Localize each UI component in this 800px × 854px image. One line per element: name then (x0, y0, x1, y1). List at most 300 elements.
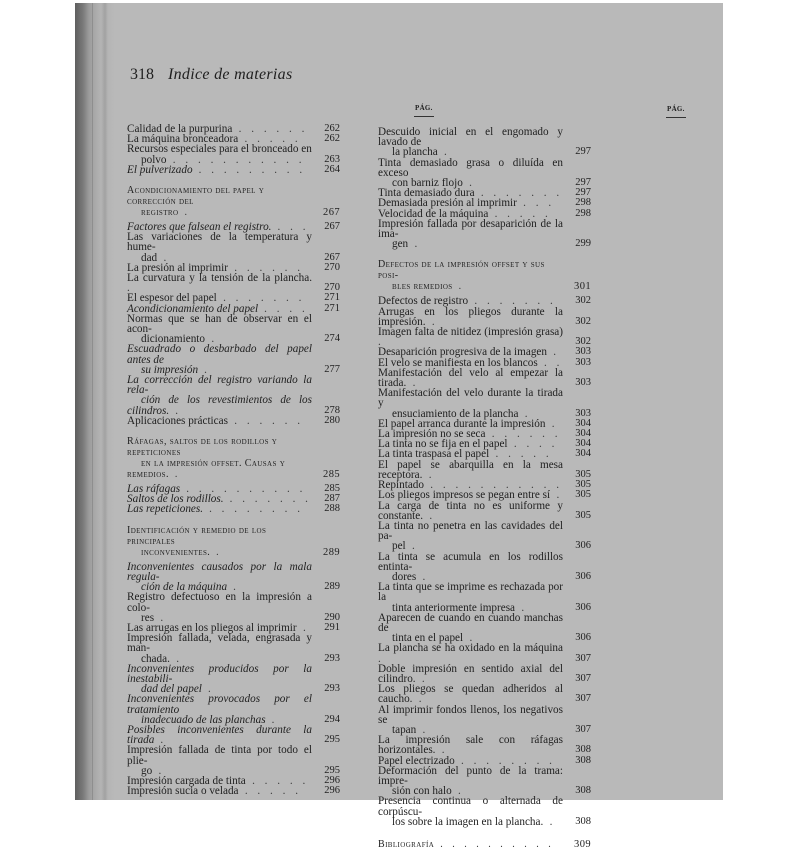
leader-dots: . . . . . . (485, 428, 562, 441)
page-ref: 267 (324, 221, 340, 233)
entry-line: dad del papel (141, 683, 202, 696)
pag-rule-left (414, 116, 434, 117)
page-ref: 287 (324, 493, 340, 505)
entry-line: ción de la máquina (141, 581, 228, 594)
entry-line: inconvenientes. (141, 546, 211, 558)
entry-text (378, 368, 563, 388)
leader-dots: . . . . . . (232, 123, 308, 135)
page-ref: 263 (324, 153, 340, 165)
index-entry (127, 725, 340, 745)
entry-line: Defectos de registro (378, 295, 469, 308)
index-entry (378, 735, 591, 755)
index-entry (127, 504, 340, 514)
entry-text (378, 839, 563, 850)
page-ref: 295 (324, 734, 340, 746)
entry-line: sión con halo (392, 785, 452, 798)
index-section-heading (127, 185, 340, 218)
entry-text (378, 501, 563, 521)
leader-dots: . (515, 601, 528, 614)
entry-text (378, 643, 563, 663)
leader-dots: . (168, 469, 181, 481)
entry-line: Los pliegos se quedan adheridos al caucho. (378, 683, 563, 706)
entry-line: La tinta no se fija en el papel (378, 438, 508, 451)
leader-dots: . (462, 177, 476, 190)
leader-dots: . (154, 611, 167, 624)
index-entry (378, 521, 591, 552)
page-ref: 308 (575, 754, 591, 766)
page-ref: 307 (575, 693, 591, 705)
leader-dots: . (205, 333, 218, 346)
pag-rule-right (666, 117, 686, 118)
index-entry (378, 219, 591, 250)
page-ref: 309 (574, 839, 591, 850)
index-entry (378, 368, 591, 388)
entry-line: registro (141, 207, 179, 219)
leader-dots: . (157, 251, 170, 264)
page-ref: 270 (324, 261, 340, 273)
entry-line: dicionamiento (141, 333, 206, 346)
entry-text (127, 165, 312, 175)
page-ref: 297 (575, 146, 591, 158)
page-ref: 278 (324, 404, 340, 416)
page-ref: 288 (324, 503, 340, 515)
page-ref: 289 (323, 546, 340, 558)
entry-line: tinta anteriormente impresa (392, 601, 516, 614)
index-entry (378, 684, 591, 704)
page-ref: 296 (324, 785, 340, 797)
entry-line: Demasiada presión al imprimir (378, 197, 517, 210)
entry-line: El velo se manifiesta en los blancos (378, 356, 538, 369)
entry-line: go (141, 764, 153, 777)
entry-line: Las repeticiones. (127, 503, 204, 516)
entry-line: Identificación y remedio de los principales (127, 524, 267, 547)
page-ref: 270 (324, 282, 340, 294)
leader-dots: . . . . . . . . (203, 503, 304, 516)
page-ref: 271 (324, 302, 340, 314)
entry-text (127, 344, 312, 375)
entry-text (378, 460, 563, 480)
leader-dots: . (265, 713, 279, 726)
page-ref: 308 (575, 744, 591, 756)
page-ref: 296 (324, 774, 340, 786)
leader-dots: . (378, 652, 385, 665)
entry-line: dad (141, 251, 158, 264)
index-entry (127, 165, 340, 175)
leader-dots: . . . . . . . . (454, 754, 556, 767)
entry-text (378, 158, 563, 189)
binding-gutter (92, 3, 93, 800)
leader-dots: . . . . . . . (474, 187, 563, 200)
entry-text (378, 552, 563, 583)
page-ref: 290 (324, 611, 340, 623)
entry-line: Bibliografía (378, 839, 435, 850)
leader-dots: . (452, 281, 465, 293)
index-entry (378, 552, 591, 583)
entry-line: Impresión cargada de tinta (127, 774, 246, 787)
leader-dots: . (378, 336, 385, 349)
entry-text (378, 766, 563, 797)
page-ref: 262 (324, 133, 340, 145)
entry-line: Acondicionamiento del papel y corrección del (127, 185, 265, 208)
entry-text (127, 436, 312, 480)
leader-dots: . (425, 315, 439, 328)
page-ref: 304 (575, 448, 591, 460)
index-entry (127, 786, 340, 796)
entry-text (378, 684, 563, 704)
page-ref: 306 (575, 540, 591, 552)
page-ref: 293 (324, 652, 340, 664)
leader-dots: . (152, 764, 165, 777)
index-entry (127, 375, 340, 416)
entry-text (127, 786, 312, 796)
leader-dots: . (416, 723, 429, 736)
leader-dots: . . . (271, 221, 310, 234)
entry-text (378, 388, 563, 419)
page-ref: 303 (575, 407, 591, 419)
entry-line: La máquina bronceadora (127, 133, 239, 146)
page-ref: 307 (575, 672, 591, 684)
page-ref: 298 (575, 197, 591, 209)
entry-text (127, 416, 312, 426)
entry-line: La corrección del registro variando la rela- (127, 374, 312, 397)
leader-dots: . . . . . (238, 133, 302, 146)
page-ref: 271 (324, 292, 340, 304)
page-ref: 302 (575, 295, 591, 307)
page-ref: 274 (324, 333, 340, 345)
entry-line: ensuciamiento de la plancha (392, 407, 519, 420)
entry-text (127, 525, 312, 558)
leader-dots: . (463, 632, 476, 645)
entry-line: Posibles inconvenientes durante la tirada (127, 723, 312, 747)
leader-dots: . . . . . . (227, 261, 304, 274)
entry-line: La tinta se acumula en los rodillos entinta- (378, 550, 563, 573)
leader-dots: . (406, 377, 419, 390)
leader-dots: . . . . . . . (468, 295, 557, 308)
leader-dots: . (198, 363, 211, 376)
index-entry (378, 643, 591, 663)
page-ref: 305 (575, 479, 591, 491)
entry-line: Manifestación del velo durante la tirada y (378, 387, 563, 410)
leader-dots: . . . . . . . (216, 292, 305, 305)
index-entry (378, 127, 591, 158)
page-ref: 306 (575, 601, 591, 613)
entry-line: Los pliegos impresos se pegan entre sí (378, 489, 551, 502)
entry-text (378, 327, 563, 347)
entry-line: gen (392, 238, 409, 251)
page-ref: 289 (324, 581, 340, 593)
page-ref: 307 (575, 723, 591, 735)
page-ref: 267 (324, 251, 340, 263)
index-entry (378, 796, 591, 827)
page-ref: 304 (575, 428, 591, 440)
entry-text (127, 375, 312, 416)
page-ref: 306 (575, 632, 591, 644)
entry-line: su impresión (141, 363, 199, 376)
entry-line: Impresión fallada, velada, engrasada y man- (127, 632, 312, 655)
leader-dots: . (169, 404, 182, 417)
leader-dots: . (550, 489, 563, 502)
entry-line: Manifestación del velo al empezar la tirada. (378, 366, 563, 390)
entry-line: chada. (141, 652, 170, 665)
entry-line: Impresión fallada por desaparición de la ima- (378, 217, 563, 241)
running-head (130, 66, 292, 84)
entry-line: res (141, 611, 155, 624)
index-entry (127, 745, 340, 776)
entry-text (127, 314, 312, 345)
entry-line: Repintado (378, 479, 424, 492)
entry-line: Defectos de la impresión offset y sus posi- (378, 259, 545, 282)
entry-text (378, 259, 563, 292)
entry-text (378, 219, 563, 250)
index-entry (378, 705, 591, 736)
entry-line: Desaparición progresiva de la imagen (378, 346, 547, 359)
entry-text (378, 582, 563, 613)
entry-line: en la impresión offset. Causas y remedios. (127, 458, 286, 481)
entry-line: Tinta demasiado grasa o diluída en exceso (378, 156, 563, 179)
page-ref: 299 (575, 238, 591, 250)
entry-line: Aplicaciones prácticas (127, 414, 228, 427)
entry-line: La impresión no se seca (378, 428, 486, 441)
leader-dots: . . . . . (489, 448, 553, 461)
entry-line: Inconvenientes provocados por el tratamiento (127, 693, 312, 716)
entry-line: Recursos especiales para el bronceado en (127, 143, 312, 156)
page-ref: 304 (575, 438, 591, 450)
page-title: Indice de materias (168, 66, 293, 83)
page-ref: 291 (324, 621, 340, 633)
entry-text (378, 521, 563, 552)
entry-text (378, 705, 563, 736)
index-section-heading (127, 525, 340, 558)
entry-line: Ráfagas, saltos de los rodillos y repeticiones (127, 436, 278, 459)
entry-line: La curvatura y la tensión de la plancha. (127, 272, 312, 285)
entry-line: Papel electrizado (378, 754, 455, 767)
leader-dots: . (154, 734, 167, 747)
entry-line: pel (392, 540, 406, 553)
leader-dots: . . . . . . . . . . . (424, 479, 563, 492)
entry-line: La tinta no penetra en las cavidades del pa- (378, 519, 563, 543)
index-entry (127, 344, 340, 375)
entry-line: Descuido inicial en el engomado y lavado de (378, 126, 563, 149)
entry-text (127, 562, 312, 593)
index-entry (127, 314, 340, 345)
leader-dots: . (437, 146, 451, 159)
entry-line: ción de los revestimientos de los cilindros. (127, 394, 312, 417)
entry-line: con barniz flojo (392, 177, 463, 190)
page-ref: 303 (575, 356, 591, 368)
page-ref: 285 (323, 469, 340, 481)
entry-text (127, 694, 312, 725)
page-ref: 262 (324, 123, 340, 134)
index-section-heading (127, 436, 340, 480)
page-ref: 307 (575, 652, 591, 664)
leader-dots: . . . . . (245, 774, 309, 787)
leader-dots: . (518, 407, 532, 420)
page-ref: 301 (574, 281, 591, 293)
entry-text (378, 127, 563, 158)
entry-line: dores (392, 570, 417, 583)
entry-line: Normas que se han de observar en el acon- (127, 312, 312, 336)
entry-line: El papel arranca durante la impresión (378, 417, 546, 430)
entry-text (378, 664, 563, 684)
index-entry (378, 664, 591, 684)
entry-line: La plancha se ha oxidado en la máquina (378, 642, 563, 655)
index-section-heading (378, 839, 591, 850)
pag-label-right: PÁG. (667, 105, 685, 113)
entry-line: Calidad de la purpurina (127, 123, 233, 135)
entry-line: Velocidad de la máquina (378, 207, 489, 220)
entry-line: Registro defectuoso en la impresión a colo- (127, 591, 312, 614)
entry-line: Arrugas en los pliegos durante la impresión. (378, 305, 563, 328)
entry-line: El espesor del papel (127, 292, 217, 305)
leader-dots: . (543, 815, 556, 828)
entry-line: Factores que falsean el registro. (127, 221, 272, 234)
index-column-right (378, 127, 591, 854)
leader-dots: . (210, 546, 223, 558)
index-entry (378, 501, 591, 521)
entry-line: Doble impresión en sentido axial del cilindro. (378, 662, 563, 685)
entry-line: La presión al imprimir (127, 261, 228, 274)
entry-line: Al imprimir fondos llenos, los negativos se (378, 703, 563, 726)
entry-text (127, 273, 312, 293)
entry-line: La tinta que se imprime es rechazada por la (378, 581, 563, 604)
page-ref: 305 (575, 489, 591, 501)
leader-dots: . (423, 509, 436, 522)
entry-text (378, 307, 563, 327)
page-ref: 285 (324, 483, 340, 495)
page-ref: 267 (323, 207, 340, 219)
entry-line: Inconvenientes causados por la mala regula- (127, 560, 312, 583)
entry-line: bles remedios (392, 281, 453, 293)
leader-dots: . . . . . . (227, 414, 304, 427)
entry-text (378, 613, 563, 644)
leader-dots: . (408, 238, 421, 251)
page-ref: 303 (575, 377, 591, 389)
page-ref: 306 (575, 570, 591, 582)
page-ref: 277 (324, 363, 340, 375)
index-entry (127, 144, 340, 164)
index-section-heading (378, 259, 591, 292)
entry-line: Impresión fallada de tinta por todo el plie- (127, 744, 312, 767)
page-ref: 302 (575, 315, 591, 327)
index-entry (127, 592, 340, 623)
entry-line: Deformación del punto de la trama: impre- (378, 764, 563, 787)
entry-line: Inconvenientes producidos por la inestabili- (127, 662, 312, 685)
index-entry (378, 307, 591, 327)
page-ref: 308 (575, 785, 591, 797)
index-entry (378, 388, 591, 419)
page-ref: 295 (324, 764, 340, 776)
leader-dots: . (435, 744, 449, 757)
page-ref: 308 (575, 815, 591, 827)
entry-line: inadecuado de las planchas (141, 713, 266, 726)
leader-dots: . . . . . (238, 785, 302, 798)
leader-dots: . . . . . . . . . (192, 163, 306, 176)
page-ref: 264 (324, 163, 340, 175)
leader-dots: . . (537, 356, 563, 369)
index-column-left (127, 124, 340, 796)
entry-line: tapan (392, 723, 417, 736)
leader-dots: . (412, 693, 426, 706)
entry-text (127, 725, 312, 745)
entry-text (127, 504, 312, 514)
entry-text (378, 735, 563, 755)
entry-text (127, 633, 312, 664)
leader-dots: . (416, 570, 429, 583)
entry-text (127, 144, 312, 164)
leader-dots: . . . . (258, 302, 309, 315)
index-entry (127, 273, 340, 293)
entry-line: la plancha (392, 146, 438, 159)
entry-text (127, 232, 312, 263)
entry-line: polvo (141, 153, 167, 166)
leader-dots: . (201, 683, 215, 696)
page-ref: 298 (575, 207, 591, 219)
index-entry (378, 613, 591, 644)
page-ref: 305 (575, 468, 591, 480)
page-ref: 297 (575, 187, 591, 199)
entry-line: El pulverizado (127, 163, 193, 176)
entry-text (127, 745, 312, 776)
entry-line: La carga de tinta no es uniforme y constante. (378, 499, 563, 522)
entry-line: La impresión sale con ráfagas horizontales. (378, 734, 563, 757)
entry-line: La tinta traspasa el papel (378, 448, 490, 461)
index-entry (127, 232, 340, 263)
entry-line: Imagen falta de nitidez (impresión grasa) (378, 326, 563, 339)
leader-dots: . . . (516, 197, 555, 210)
entry-line: Presencia continua o alternada de corpúscu- (378, 795, 563, 818)
index-entry (127, 416, 340, 426)
leader-dots: . . . . . . . (223, 493, 312, 506)
entry-line: Impresión sucia o velada (127, 785, 239, 798)
page-ref: 297 (575, 177, 591, 189)
leader-dots: . (296, 621, 310, 634)
entry-line: El papel se abarquilla en la mesa receptora. (378, 458, 563, 481)
leader-dots: . . . . . . . . . . (434, 839, 555, 850)
leader-dots: . (227, 581, 240, 594)
index-entry (378, 460, 591, 480)
pag-label-left: PÁG. (415, 104, 433, 112)
index-entry (127, 633, 340, 664)
leader-dots: . (169, 652, 183, 665)
page-ref: 304 (575, 417, 591, 429)
entry-text (127, 664, 312, 695)
entry-text (127, 592, 312, 623)
page-ref: 294 (324, 713, 340, 725)
leader-dots: . . . . (507, 438, 558, 451)
entry-text (127, 185, 312, 218)
entry-line: Acondicionamiento del papel (127, 302, 259, 315)
leader-dots: . (178, 207, 191, 219)
entry-text (378, 796, 563, 827)
leader-dots: . (405, 540, 419, 553)
index-entry (378, 158, 591, 189)
page-ref: 293 (324, 683, 340, 695)
page-ref: 280 (324, 414, 340, 426)
index-entry (127, 562, 340, 593)
entry-line: los sobre la imagen en la plancha. (392, 815, 544, 828)
entry-line: Aparecen de cuando en cuando manchas de (378, 611, 563, 634)
entry-line: Escuadrado o desbarbado del papel antes de (127, 343, 312, 366)
leader-dots: . (545, 417, 559, 430)
leader-dots: . . . . . . . . . . . (166, 153, 306, 166)
leader-dots: . . . . . (488, 207, 552, 220)
leader-dots: . (127, 282, 134, 295)
leader-dots: . (415, 672, 429, 685)
page-ref: 302 (575, 336, 591, 348)
leader-dots: . (422, 468, 435, 481)
index-entry (378, 327, 591, 347)
index-entry (378, 582, 591, 613)
